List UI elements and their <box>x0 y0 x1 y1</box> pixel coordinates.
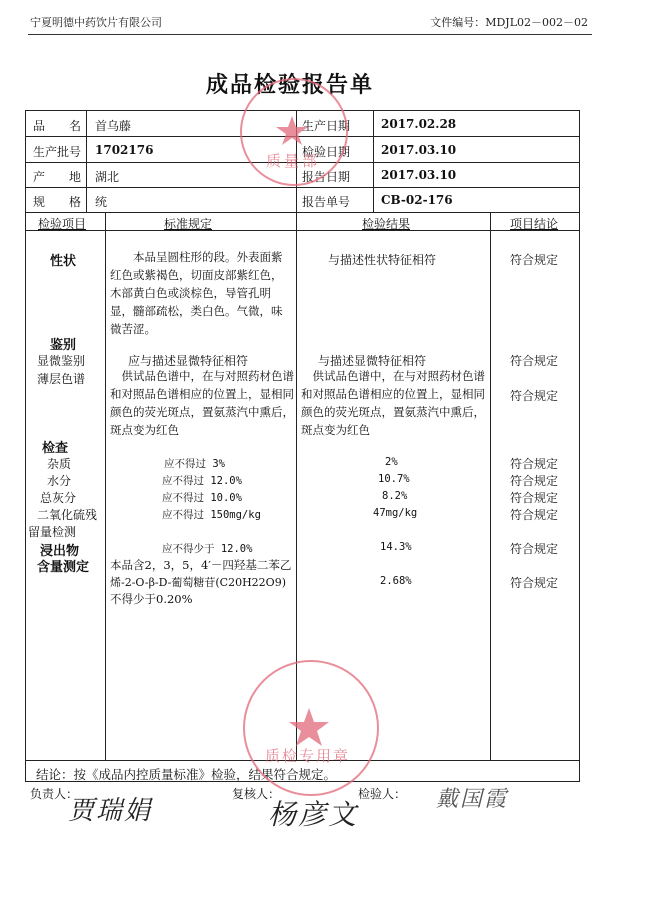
origin-label: 产 地 <box>33 170 82 184</box>
xianwei-label: 显微鉴别 <box>37 354 86 368</box>
hanliang-conclusion: 符合规定 <box>510 576 559 590</box>
so2-result: 47mg/kg <box>373 507 418 519</box>
xingzhuang-conclusion: 符合规定 <box>510 253 559 267</box>
test-date-value: 2017.03.10 <box>381 143 457 157</box>
zonghuifen-result: 8.2% <box>382 490 408 502</box>
batch-value: 1702176 <box>95 143 154 157</box>
qc-seal-stamp-dept: 质检专用章 <box>265 747 351 765</box>
shuifen-conclusion: 符合规定 <box>510 474 559 488</box>
row-divider <box>25 212 580 213</box>
so2-conclusion: 符合规定 <box>510 508 559 522</box>
reviewer-signature: 杨彦文 <box>268 798 359 831</box>
boceng-label: 薄层色谱 <box>37 372 86 386</box>
xingzhuang-label: 性状 <box>50 254 77 269</box>
xianwei-standard: 应与描述显微特征相符 <box>128 354 249 368</box>
zonghuifen-label: 总灰分 <box>40 491 77 505</box>
shuifen-standard: 应不得过 12.0% <box>162 475 242 487</box>
prod-date-label: 生产日期 <box>302 119 351 133</box>
col-divider <box>86 110 87 212</box>
document-number: 文件编号：MDJL02－002－02 <box>430 16 588 29</box>
col-header-conclusion: 项目结论 <box>510 217 559 231</box>
report-title: 成品检验报告单 <box>205 72 374 98</box>
zonghuifen-standard: 应不得过 10.0% <box>162 492 242 504</box>
jinchuwu-label: 浸出物 <box>40 544 80 559</box>
quality-dept-stamp-dept: 质量部 <box>266 152 321 170</box>
conclusion-text: 结论：按《成品内控质量标准》检验，结果符合规定。 <box>36 767 337 782</box>
batch-label: 生产批号 <box>33 145 82 159</box>
jinchuwu-conclusion: 符合规定 <box>510 542 559 556</box>
zazhi-label: 杂质 <box>47 457 72 471</box>
jinchuwu-result: 14.3% <box>380 541 412 553</box>
col-divider <box>490 212 491 760</box>
prod-date-value: 2017.02.28 <box>381 117 457 131</box>
shuifen-label: 水分 <box>47 474 72 488</box>
hanliang-standard-line3: 不得少于0.20% <box>110 592 193 606</box>
zazhi-standard: 应不得过 3% <box>164 458 225 470</box>
so2-standard: 应不得过 150mg/kg <box>162 509 261 521</box>
responsible-signature: 贾瑞娟 <box>68 796 153 826</box>
col-header-result: 检验结果 <box>362 217 411 231</box>
jinchuwu-standard: 应不得少于 12.0% <box>162 543 253 555</box>
report-date-label: 报告日期 <box>302 170 351 184</box>
so2-label-line2: 留量检测 <box>28 525 77 539</box>
xingzhuang-result: 与描述性状特征相符 <box>328 253 437 267</box>
spec-value: 统 <box>95 195 108 209</box>
row-divider <box>25 187 580 188</box>
report-no-label: 报告单号 <box>302 195 351 209</box>
jianbie-label: 鉴别 <box>50 338 77 353</box>
name-value: 首乌藤 <box>95 119 132 133</box>
row-divider <box>25 230 580 231</box>
inspector-label: 检验人： <box>358 787 407 801</box>
report-no-value: CB-02-176 <box>381 193 453 207</box>
qc-seal-stamp-star-icon <box>243 660 375 792</box>
reviewer-label: 复核人： <box>232 787 281 801</box>
hanliang-standard-line2: 烯-2-O-β-D-葡萄糖苷(C20H22O9) <box>110 576 286 589</box>
xingzhuang-standard: 本品呈圆柱形的段。外表面紫红色或紫褐色，切面皮部紫红色，木部黄白色或淡棕色，导管孔明显，髓部疏松，类白色。气微，味微苦涩。 <box>110 250 283 336</box>
col-header-item: 检验项目 <box>38 217 87 231</box>
shuifen-result: 10.7% <box>378 473 410 485</box>
hanliang-standard-line1: 本品含2，3，5，4′－四羟基二苯乙 <box>110 558 292 572</box>
boceng-result: 供试品色谱中，在与对照药材色谱和对照品色谱相应的位置上，显相同颜色的荧光斑点，置氨蒸汽中熏后，斑点变为红色 <box>301 369 485 437</box>
boceng-standard: 供试品色谱中，在与对照药材色谱和对照品色谱相应的位置上，显相同颜色的荧光斑点，置氨蒸汽中熏后，斑点变为红色 <box>110 369 294 437</box>
inspector-signature: 戴国霞 <box>436 787 509 812</box>
zonghuifen-conclusion: 符合规定 <box>510 491 559 505</box>
zazhi-result: 2% <box>385 456 398 468</box>
jiancha-label: 检查 <box>42 441 69 456</box>
hanliang-result: 2.68% <box>380 575 412 587</box>
header-rule <box>28 34 592 35</box>
col-divider <box>373 110 374 212</box>
test-date-label: 检验日期 <box>302 145 351 159</box>
spec-label: 规 格 <box>33 195 82 209</box>
xianwei-conclusion: 符合规定 <box>510 354 559 368</box>
so2-label-line1: 二氧化硫残 <box>37 508 98 522</box>
col-header-standard: 标准规定 <box>164 217 213 231</box>
responsible-label: 负责人： <box>30 787 79 801</box>
hanliang-label: 含量测定 <box>37 560 90 575</box>
xianwei-result: 与描述显微特征相符 <box>318 354 427 368</box>
company-name: 宁夏明德中药饮片有限公司 <box>30 16 162 29</box>
origin-value: 湖北 <box>95 170 120 184</box>
col-divider <box>105 212 106 760</box>
name-label: 品 名 <box>33 119 82 133</box>
report-date-value: 2017.03.10 <box>381 168 457 182</box>
boceng-conclusion: 符合规定 <box>510 389 559 403</box>
zazhi-conclusion: 符合规定 <box>510 457 559 471</box>
